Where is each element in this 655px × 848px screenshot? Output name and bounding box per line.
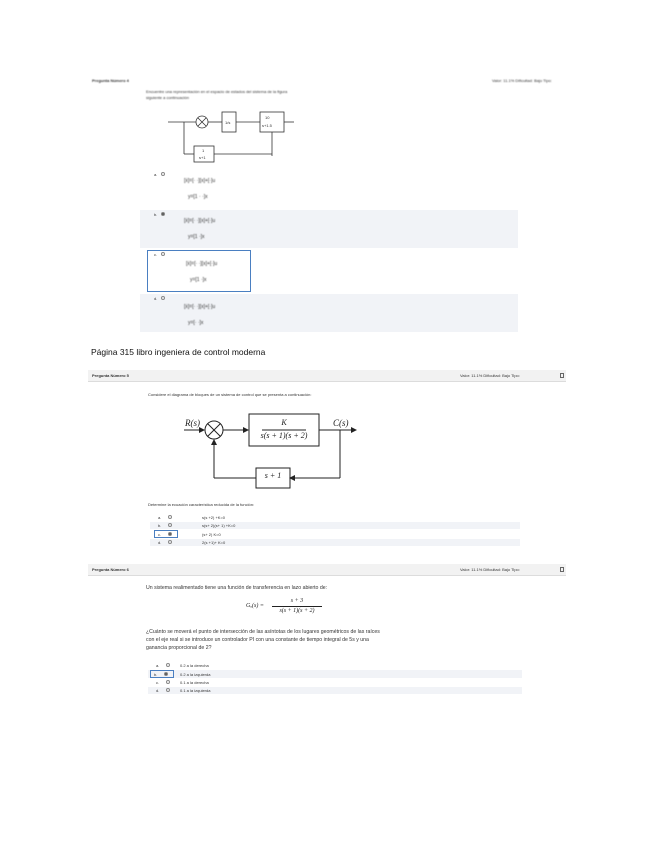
q6-fraction-bar	[272, 606, 322, 607]
top-block2-den: s+1.5	[262, 123, 272, 128]
option-letter: d.	[156, 688, 160, 693]
top-block2-num: 10	[265, 115, 270, 120]
q6-question-line1: ¿Cuánto se moverá el punto de intersección de las asíntotas de los lugares geométricos de las raíces	[146, 629, 380, 635]
q6-formula-den: s(s + 1)(s + 2)	[279, 608, 315, 614]
q5-forward-num: K	[281, 418, 287, 427]
top-card-header-meta: Valor: 11.1% Dificultad: Bajo Tipo:	[492, 78, 552, 83]
q6-header	[88, 564, 566, 576]
q5-option-c[interactable]	[150, 530, 520, 538]
info-icon[interactable]	[560, 373, 564, 378]
option-radio[interactable]	[166, 688, 170, 692]
option-letter: b.	[158, 523, 162, 528]
top-option-a[interactable]	[140, 170, 518, 210]
option-radio[interactable]	[161, 212, 165, 216]
top-option-c[interactable]	[147, 250, 251, 292]
option-text: s(s+ 2)(s+ 1) +K=0	[202, 523, 236, 528]
option-radio[interactable]	[168, 532, 172, 536]
option-radio[interactable]	[168, 523, 172, 527]
q5-prompt: Considere el diagrama de bloques de un sistema de control que se presenta a continuación:	[148, 392, 312, 397]
option-letter: d.	[154, 296, 158, 301]
top-option-d[interactable]	[140, 294, 518, 332]
q6-header-meta: Valor: 11.1% Dificultad: Bajo Tipo:	[460, 567, 520, 572]
option-letter: a.	[154, 172, 158, 177]
q5-option-d[interactable]	[150, 539, 520, 546]
option-radio[interactable]	[168, 540, 172, 544]
option-eq1: [ẋ]=[· ·][x]+[·]u	[184, 178, 216, 184]
option-text: 0.1 a la derecha	[180, 680, 209, 685]
info-icon[interactable]	[560, 567, 564, 572]
option-eq2: y=[1 ·]x	[190, 277, 207, 283]
q5-option-b[interactable]	[150, 522, 520, 529]
option-letter: a.	[158, 515, 162, 520]
option-letter: b.	[154, 672, 158, 677]
top-feedback-num: 1	[202, 148, 205, 153]
page-caption: Página 315 libro ingeniera de control moderna	[91, 347, 266, 357]
q6-question-line3: ganancia proporcional de 2?	[146, 645, 212, 651]
q6-header-title: Pregunta Número 6	[92, 567, 129, 572]
option-radio[interactable]	[166, 663, 170, 667]
q6-option-c[interactable]	[148, 679, 522, 686]
q5-header	[88, 370, 566, 382]
option-radio[interactable]	[161, 172, 165, 176]
q6-option-b[interactable]	[148, 670, 522, 678]
option-radio[interactable]	[168, 515, 172, 519]
option-text: s(s +2) +K=0	[202, 515, 226, 520]
option-text: 0.2 a la derecha	[180, 663, 209, 668]
option-text: 2(s +1)+ K=0	[202, 540, 226, 545]
option-eq2: y=[· ·]x	[188, 320, 204, 326]
q6-question-line2: con el eje real si se introduce un controlador PI con una constante de tiempo integral de 5s y una	[146, 637, 369, 643]
q6-formula-lhs: Gₒ(s) =	[246, 603, 264, 609]
top-card-prompt-line2: siguiente a continuación	[146, 95, 189, 100]
option-eq1: [ẋ]=[· ·][x]+[·]u	[186, 261, 218, 267]
q6-formula-num: s + 3	[290, 598, 304, 604]
option-radio[interactable]	[161, 296, 165, 300]
option-radio[interactable]	[161, 252, 165, 256]
q6-prompt: Un sistema realimentado tiene una función de transferencia en lazo abierto de:	[146, 585, 328, 591]
option-eq2: y=[1 · ·]x	[188, 194, 208, 200]
q5-header-title: Pregunta Número 5	[92, 373, 129, 378]
q5-forward-den: s(s + 1)(s + 2)	[260, 431, 308, 440]
q5-question: Determine la ecuación característica reducida de la función:	[148, 502, 255, 507]
q5-feedback-block: s + 1	[264, 471, 282, 480]
q6-option-d[interactable]	[148, 687, 522, 694]
top-feedback-den: s+1	[199, 155, 206, 160]
option-letter: c.	[158, 532, 162, 537]
top-card-header-title: Pregunta Número 4	[92, 78, 129, 83]
option-radio[interactable]	[164, 672, 168, 676]
option-letter: a.	[156, 663, 160, 668]
option-letter: c.	[154, 252, 158, 257]
option-text: 0.2 a la izquierda	[180, 672, 211, 677]
q6-option-a[interactable]	[148, 662, 522, 669]
q5-input-label: R(s)	[185, 418, 200, 428]
option-letter: c.	[156, 680, 160, 685]
option-eq2: y=[1 ·]x	[188, 234, 205, 240]
q5-option-a[interactable]	[150, 514, 520, 521]
option-eq1: [ẋ]=[· ·][x]+[·]u	[184, 304, 216, 310]
q5-header-meta: Valor: 11.1% Dificultad: Bajo Tipo:	[460, 373, 520, 378]
option-text: (s+ 2) K=0	[202, 532, 221, 537]
option-letter: b.	[154, 212, 158, 217]
option-radio[interactable]	[166, 680, 170, 684]
top-block1-label: 1/s	[225, 120, 231, 125]
option-text: 0.1 a la izquierda	[180, 688, 211, 693]
top-card-block-diagram	[166, 108, 296, 164]
top-card	[88, 74, 552, 336]
top-card-prompt-line1: Encuentre una representación en el espacio de estados del sistema de la figura	[146, 89, 288, 94]
q5-output-label: C(s)	[333, 418, 349, 428]
top-option-b[interactable]	[140, 210, 518, 248]
option-letter: d.	[158, 540, 162, 545]
option-eq1: [ẋ]=[· ·][x]+[·]u	[184, 218, 216, 224]
